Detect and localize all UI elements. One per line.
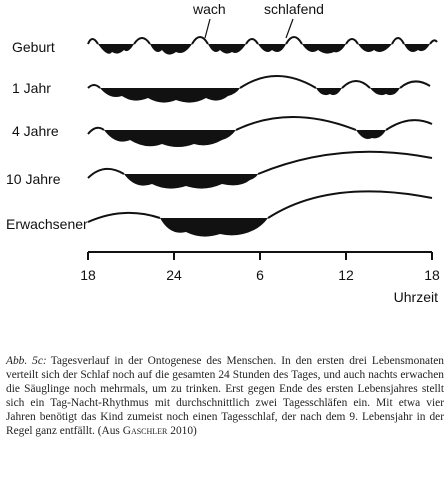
caption-author: Gaschler [122, 425, 168, 437]
figure-caption [6, 354, 444, 438]
row-label-10-years: 10 Jahre [6, 171, 61, 187]
legend-awake-pointer [205, 19, 210, 38]
row-birth-curve [88, 37, 437, 55]
row-label-1-year: 1 Jahr [12, 80, 51, 96]
caption-text: Tagesverlauf in der Ontogenese des Menschen. In den ersten drei Lebensmonaten verteilt sich der Schlaf noch auf die gesamten 24 Stunden des Tages, und auch nachts erwachen die Säuglinge noch mehrmals, um zu trinken. Erst gegen Ende des ersten Lebensjahres stellt sich ein Tag-Nacht-Rhythmus mit durchschnittlich zwei Tagesschläfen ein. Mit etwa vier Jahren benötigt das Kind zumeist noch einen Tagesschlaf, der nach dem 9. Lebensjahr in der Regel ganz entfällt. (Aus [6, 355, 445, 437]
legend-asleep-label: schlafend [264, 1, 324, 17]
time-axis [88, 252, 432, 260]
row-4-years-curve [88, 117, 432, 147]
row-label-4-years: 4 Jahre [12, 123, 59, 139]
legend-awake-label: wach [193, 1, 226, 17]
axis-unit-label: Uhrzeit [393, 289, 438, 305]
axis-tick-label: 6 [256, 267, 264, 283]
axis-tick-label: 18 [80, 267, 96, 283]
row-1-year-curve [88, 76, 430, 103]
row-label-birth: Geburt [12, 39, 55, 55]
caption-year: 2010) [167, 425, 197, 437]
axis-tick-label: 24 [166, 267, 182, 283]
legend-asleep-pointer [286, 19, 293, 38]
row-10-years-curve [88, 152, 432, 189]
row-label-adult: Erwachsener [6, 216, 88, 232]
axis-tick-label: 18 [424, 267, 440, 283]
row-adult-curve [88, 191, 432, 236]
caption-label: Abb. 5c: [6, 355, 47, 367]
axis-tick-label: 12 [338, 267, 354, 283]
